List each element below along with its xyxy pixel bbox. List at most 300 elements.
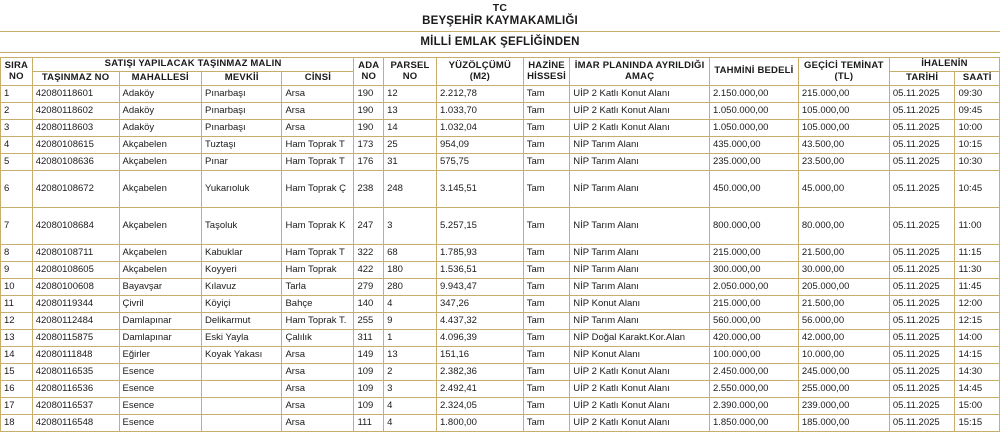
cell-parsel-no: 13 bbox=[384, 102, 437, 119]
cell-ada-no: 149 bbox=[354, 346, 384, 363]
cell-cinsi: Ham Toprak bbox=[282, 261, 354, 278]
cell-gecici-teminat: 105.000,00 bbox=[798, 102, 889, 119]
cell-mevkii: Pınarbaşı bbox=[202, 102, 282, 119]
cell-ihale-tarihi: 05.11.2025 bbox=[889, 329, 955, 346]
cell-ada-no: 109 bbox=[354, 363, 384, 380]
table-body bbox=[1, 85, 1000, 431]
cell-parsel-no: 14 bbox=[384, 119, 437, 136]
table-row bbox=[1, 102, 1000, 119]
cell-hazine-hissesi: Tam bbox=[523, 346, 570, 363]
cell-imar-amac: UİP 2 Katlı Konut Alanı bbox=[570, 85, 710, 102]
cell-imar-amac: NİP Tarım Alanı bbox=[570, 170, 710, 207]
ada-no-line2: NO bbox=[361, 70, 377, 82]
cell-hazine-hissesi: Tam bbox=[523, 380, 570, 397]
header-line-kaymakamlik: BEYŞEHİR KAYMAKAMLIĞI bbox=[0, 15, 1000, 32]
cell-tahmini-bedel: 1.050.000,00 bbox=[709, 119, 798, 136]
cell-sira-no: 1 bbox=[1, 85, 33, 102]
cell-ihale-saati: 15:15 bbox=[955, 414, 1000, 431]
header-line-tc: TC bbox=[492, 2, 508, 14]
cell-mevkii: Pınar bbox=[202, 153, 282, 170]
cell-ihale-saati: 11:30 bbox=[955, 261, 1000, 278]
cell-imar-amac: NİP Tarım Alanı bbox=[570, 153, 710, 170]
cell-ihale-tarihi: 05.11.2025 bbox=[889, 346, 955, 363]
table-row bbox=[1, 397, 1000, 414]
column-header-mahallesi: MAHALLESİ bbox=[119, 72, 202, 86]
cell-gecici-teminat: 43.500,00 bbox=[798, 136, 889, 153]
cell-sira-no: 16 bbox=[1, 380, 33, 397]
table-header bbox=[1, 58, 1000, 86]
cell-mahallesi: Adaköy bbox=[119, 85, 202, 102]
cell-ihale-tarihi: 05.11.2025 bbox=[889, 85, 955, 102]
column-header-property-group: SATIŞI YAPILACAK TAŞINMAZ MALIN bbox=[32, 58, 354, 72]
cell-mevkii bbox=[202, 397, 282, 414]
cell-ada-no: 190 bbox=[354, 119, 384, 136]
cell-tasinmaz-no: 42080108684 bbox=[32, 207, 119, 244]
cell-parsel-no: 3 bbox=[384, 207, 437, 244]
cell-hazine-hissesi: Tam bbox=[523, 261, 570, 278]
cell-mevkii bbox=[202, 380, 282, 397]
table-row bbox=[1, 261, 1000, 278]
cell-gecici-teminat: 42.000,00 bbox=[798, 329, 889, 346]
cell-mevkii: Köyiçi bbox=[202, 295, 282, 312]
cell-ihale-tarihi: 05.11.2025 bbox=[889, 244, 955, 261]
cell-ihale-tarihi: 05.11.2025 bbox=[889, 295, 955, 312]
cell-yuzolcumu: 954,09 bbox=[436, 136, 523, 153]
cell-parsel-no: 4 bbox=[384, 295, 437, 312]
cell-ihale-saati: 14:15 bbox=[955, 346, 1000, 363]
cell-yuzolcumu: 575,75 bbox=[436, 153, 523, 170]
cell-ada-no: 176 bbox=[354, 153, 384, 170]
cell-yuzolcumu: 4.096,39 bbox=[436, 329, 523, 346]
cell-mevkii: Pınarbaşı bbox=[202, 85, 282, 102]
cell-imar-amac: UİP 2 Katlı Konut Alanı bbox=[570, 119, 710, 136]
column-header-tasinmaz-no: TAŞINMAZ NO bbox=[32, 72, 119, 86]
cell-ihale-saati: 11:45 bbox=[955, 278, 1000, 295]
cell-mevkii: Eski Yayla bbox=[202, 329, 282, 346]
cell-tasinmaz-no: 42080108605 bbox=[32, 261, 119, 278]
cell-ihale-saati: 14:45 bbox=[955, 380, 1000, 397]
cell-yuzolcumu: 2.212,78 bbox=[436, 85, 523, 102]
cell-mahallesi: Esence bbox=[119, 363, 202, 380]
cell-yuzolcumu: 5.257,15 bbox=[436, 207, 523, 244]
cell-imar-amac: UİP 2 Katlı Konut Alanı bbox=[570, 102, 710, 119]
table-row bbox=[1, 153, 1000, 170]
cell-gecici-teminat: 185.000,00 bbox=[798, 414, 889, 431]
cell-mahallesi: Akçabelen bbox=[119, 153, 202, 170]
column-header-sira-no bbox=[1, 58, 33, 86]
cell-parsel-no: 4 bbox=[384, 397, 437, 414]
cell-ihale-saati: 09:45 bbox=[955, 102, 1000, 119]
cell-cinsi: Arsa bbox=[282, 414, 354, 431]
cell-tasinmaz-no: 42080108636 bbox=[32, 153, 119, 170]
table-row bbox=[1, 414, 1000, 431]
cell-ihale-tarihi: 05.11.2025 bbox=[889, 397, 955, 414]
cell-ada-no: 190 bbox=[354, 85, 384, 102]
cell-imar-amac: NİP Konut Alanı bbox=[570, 295, 710, 312]
cell-sira-no: 15 bbox=[1, 363, 33, 380]
cell-hazine-hissesi: Tam bbox=[523, 244, 570, 261]
cell-parsel-no: 68 bbox=[384, 244, 437, 261]
cell-mevkii: Pınarbaşı bbox=[202, 119, 282, 136]
cell-yuzolcumu: 1.800,00 bbox=[436, 414, 523, 431]
cell-imar-amac: UİP 2 Katlı Konut Alanı bbox=[570, 363, 710, 380]
cell-gecici-teminat: 30.000,00 bbox=[798, 261, 889, 278]
cell-tahmini-bedel: 300.000,00 bbox=[709, 261, 798, 278]
table-row bbox=[1, 136, 1000, 153]
cell-ada-no: 247 bbox=[354, 207, 384, 244]
cell-ihale-saati: 11:00 bbox=[955, 207, 1000, 244]
cell-ihale-saati: 10:00 bbox=[955, 119, 1000, 136]
cell-tahmini-bedel: 1.050.000,00 bbox=[709, 102, 798, 119]
cell-ihale-saati: 15:00 bbox=[955, 397, 1000, 414]
cell-tasinmaz-no: 42080108711 bbox=[32, 244, 119, 261]
cell-parsel-no: 25 bbox=[384, 136, 437, 153]
cell-cinsi: Arsa bbox=[282, 102, 354, 119]
cell-cinsi: Arsa bbox=[282, 397, 354, 414]
table-row bbox=[1, 170, 1000, 207]
cell-mevkii: Tuztaşı bbox=[202, 136, 282, 153]
cell-tasinmaz-no: 42080108672 bbox=[32, 170, 119, 207]
cell-ihale-tarihi: 05.11.2025 bbox=[889, 102, 955, 119]
cell-ada-no: 173 bbox=[354, 136, 384, 153]
cell-imar-amac: NİP Tarım Alanı bbox=[570, 136, 710, 153]
sira-no-line1: SIRA bbox=[4, 59, 29, 71]
cell-imar-amac: NİP Tarım Alanı bbox=[570, 207, 710, 244]
cell-hazine-hissesi: Tam bbox=[523, 329, 570, 346]
cell-ada-no: 238 bbox=[354, 170, 384, 207]
cell-sira-no: 7 bbox=[1, 207, 33, 244]
cell-ada-no: 322 bbox=[354, 244, 384, 261]
cell-ada-no: 140 bbox=[354, 295, 384, 312]
cell-ihale-saati: 12:00 bbox=[955, 295, 1000, 312]
cell-ihale-tarihi: 05.11.2025 bbox=[889, 380, 955, 397]
cell-cinsi: Ham Toprak T bbox=[282, 153, 354, 170]
cell-cinsi: Bahçe bbox=[282, 295, 354, 312]
column-header-imar-amac bbox=[570, 58, 710, 86]
cell-yuzolcumu: 2.492,41 bbox=[436, 380, 523, 397]
cell-yuzolcumu: 3.145,51 bbox=[436, 170, 523, 207]
cell-cinsi: Çalılık bbox=[282, 329, 354, 346]
cell-tahmini-bedel: 435.000,00 bbox=[709, 136, 798, 153]
cell-sira-no: 12 bbox=[1, 312, 33, 329]
cell-ada-no: 311 bbox=[354, 329, 384, 346]
cell-mevkii: Kılavuz bbox=[202, 278, 282, 295]
cell-sira-no: 14 bbox=[1, 346, 33, 363]
imar-line2: AMAÇ bbox=[624, 70, 655, 82]
cell-imar-amac: NİP Tarım Alanı bbox=[570, 261, 710, 278]
cell-yuzolcumu: 2.324,05 bbox=[436, 397, 523, 414]
cell-hazine-hissesi: Tam bbox=[523, 278, 570, 295]
cell-cinsi: Ham Toprak K bbox=[282, 207, 354, 244]
column-header-cinsi: CİNSİ bbox=[282, 72, 354, 86]
cell-gecici-teminat: 80.000,00 bbox=[798, 207, 889, 244]
cell-mahallesi: Çivril bbox=[119, 295, 202, 312]
gecici-line2: (TL) bbox=[834, 70, 854, 82]
cell-mevkii bbox=[202, 363, 282, 380]
cell-hazine-hissesi: Tam bbox=[523, 397, 570, 414]
table-row bbox=[1, 278, 1000, 295]
cell-ihale-tarihi: 05.11.2025 bbox=[889, 119, 955, 136]
cell-yuzolcumu: 1.785,93 bbox=[436, 244, 523, 261]
cell-ihale-saati: 10:15 bbox=[955, 136, 1000, 153]
cell-tasinmaz-no: 42080119344 bbox=[32, 295, 119, 312]
cell-mevkii: Koyyeri bbox=[202, 261, 282, 278]
cell-imar-amac: NİP Doğal Karakt.Kor.Alan bbox=[570, 329, 710, 346]
cell-sira-no: 18 bbox=[1, 414, 33, 431]
cell-yuzolcumu: 2.382,36 bbox=[436, 363, 523, 380]
cell-cinsi: Ham Toprak T. bbox=[282, 312, 354, 329]
imar-line1: İMAR PLANINDA AYRILDIĞI bbox=[574, 59, 705, 71]
cell-gecici-teminat: 245.000,00 bbox=[798, 363, 889, 380]
cell-sira-no: 6 bbox=[1, 170, 33, 207]
cell-hazine-hissesi: Tam bbox=[523, 85, 570, 102]
cell-imar-amac: NİP Tarım Alanı bbox=[570, 312, 710, 329]
cell-parsel-no: 1 bbox=[384, 329, 437, 346]
cell-cinsi: Tarla bbox=[282, 278, 354, 295]
cell-sira-no: 13 bbox=[1, 329, 33, 346]
cell-tasinmaz-no: 42080111848 bbox=[32, 346, 119, 363]
cell-ihale-saati: 10:45 bbox=[955, 170, 1000, 207]
table-header-row-group bbox=[1, 58, 1000, 72]
cell-hazine-hissesi: Tam bbox=[523, 102, 570, 119]
column-header-tarihi: TARİHİ bbox=[889, 72, 955, 86]
cell-ada-no: 109 bbox=[354, 380, 384, 397]
cell-mahallesi: Esence bbox=[119, 414, 202, 431]
cell-mevkii: Taşoluk bbox=[202, 207, 282, 244]
hazine-line1: HAZİNE bbox=[528, 59, 565, 71]
cell-imar-amac: NİP Konut Alanı bbox=[570, 346, 710, 363]
column-header-saati: SAATİ bbox=[955, 72, 1000, 86]
cell-imar-amac: NİP Tarım Alanı bbox=[570, 244, 710, 261]
cell-mahallesi: Akçabelen bbox=[119, 207, 202, 244]
property-auction-table bbox=[0, 57, 1000, 432]
column-header-mevkii: MEVKİİ bbox=[202, 72, 282, 86]
cell-cinsi: Arsa bbox=[282, 346, 354, 363]
cell-ada-no: 109 bbox=[354, 397, 384, 414]
cell-tasinmaz-no: 42080116548 bbox=[32, 414, 119, 431]
cell-hazine-hissesi: Tam bbox=[523, 136, 570, 153]
cell-cinsi: Arsa bbox=[282, 363, 354, 380]
cell-parsel-no: 248 bbox=[384, 170, 437, 207]
cell-mevkii bbox=[202, 414, 282, 431]
cell-ihale-saati: 14:30 bbox=[955, 363, 1000, 380]
cell-tahmini-bedel: 2.390.000,00 bbox=[709, 397, 798, 414]
cell-tahmini-bedel: 2.150.000,00 bbox=[709, 85, 798, 102]
cell-gecici-teminat: 255.000,00 bbox=[798, 380, 889, 397]
column-header-tahmini-bedeli: TAHMİNİ BEDELİ bbox=[709, 58, 798, 86]
cell-tasinmaz-no: 42080116537 bbox=[32, 397, 119, 414]
cell-ihale-tarihi: 05.11.2025 bbox=[889, 414, 955, 431]
cell-tahmini-bedel: 2.550.000,00 bbox=[709, 380, 798, 397]
cell-tahmini-bedel: 450.000,00 bbox=[709, 170, 798, 207]
cell-cinsi: Ham Toprak T bbox=[282, 136, 354, 153]
document-header bbox=[0, 0, 1000, 53]
cell-ihale-saati: 14:00 bbox=[955, 329, 1000, 346]
cell-tasinmaz-no: 42080115875 bbox=[32, 329, 119, 346]
cell-ihale-saati: 10:30 bbox=[955, 153, 1000, 170]
cell-mahallesi: Damlapınar bbox=[119, 312, 202, 329]
cell-mahallesi: Eğirler bbox=[119, 346, 202, 363]
cell-parsel-no: 3 bbox=[384, 380, 437, 397]
cell-cinsi: Ham Toprak T bbox=[282, 244, 354, 261]
cell-ihale-tarihi: 05.11.2025 bbox=[889, 207, 955, 244]
cell-sira-no: 17 bbox=[1, 397, 33, 414]
cell-mahallesi: Adaköy bbox=[119, 119, 202, 136]
table-row bbox=[1, 380, 1000, 397]
table-row bbox=[1, 363, 1000, 380]
cell-gecici-teminat: 21.500,00 bbox=[798, 244, 889, 261]
cell-imar-amac: NİP Tarım Alanı bbox=[570, 278, 710, 295]
column-header-hazine-hissesi bbox=[523, 58, 570, 86]
cell-yuzolcumu: 1.032,04 bbox=[436, 119, 523, 136]
cell-tahmini-bedel: 215.000,00 bbox=[709, 244, 798, 261]
cell-cinsi: Arsa bbox=[282, 85, 354, 102]
cell-sira-no: 9 bbox=[1, 261, 33, 278]
cell-mahallesi: Akçabelen bbox=[119, 261, 202, 278]
cell-yuzolcumu: 1.033,70 bbox=[436, 102, 523, 119]
cell-gecici-teminat: 10.000,00 bbox=[798, 346, 889, 363]
cell-ihale-tarihi: 05.11.2025 bbox=[889, 363, 955, 380]
cell-tahmini-bedel: 420.000,00 bbox=[709, 329, 798, 346]
table-row bbox=[1, 312, 1000, 329]
cell-tasinmaz-no: 42080118602 bbox=[32, 102, 119, 119]
table-row bbox=[1, 85, 1000, 102]
table-row bbox=[1, 329, 1000, 346]
cell-sira-no: 2 bbox=[1, 102, 33, 119]
cell-cinsi: Ham Toprak Ç bbox=[282, 170, 354, 207]
cell-hazine-hissesi: Tam bbox=[523, 170, 570, 207]
cell-sira-no: 5 bbox=[1, 153, 33, 170]
cell-gecici-teminat: 45.000,00 bbox=[798, 170, 889, 207]
cell-ihale-tarihi: 05.11.2025 bbox=[889, 312, 955, 329]
cell-hazine-hissesi: Tam bbox=[523, 207, 570, 244]
cell-hazine-hissesi: Tam bbox=[523, 363, 570, 380]
cell-hazine-hissesi: Tam bbox=[523, 295, 570, 312]
cell-hazine-hissesi: Tam bbox=[523, 312, 570, 329]
table-row bbox=[1, 244, 1000, 261]
table-row bbox=[1, 295, 1000, 312]
cell-parsel-no: 2 bbox=[384, 363, 437, 380]
cell-parsel-no: 4 bbox=[384, 414, 437, 431]
hazine-line2: HİSSESİ bbox=[527, 70, 566, 82]
cell-mahallesi: Adaköy bbox=[119, 102, 202, 119]
cell-mahallesi: Esence bbox=[119, 397, 202, 414]
column-header-yuzolcumu: YÜZÖLÇÜMÜ (M2) bbox=[436, 58, 523, 86]
cell-yuzolcumu: 9.943,47 bbox=[436, 278, 523, 295]
cell-gecici-teminat: 56.000,00 bbox=[798, 312, 889, 329]
cell-tasinmaz-no: 42080118603 bbox=[32, 119, 119, 136]
cell-parsel-no: 180 bbox=[384, 261, 437, 278]
cell-hazine-hissesi: Tam bbox=[523, 153, 570, 170]
cell-tasinmaz-no: 42080112484 bbox=[32, 312, 119, 329]
cell-mahallesi: Akçabelen bbox=[119, 244, 202, 261]
cell-gecici-teminat: 105.000,00 bbox=[798, 119, 889, 136]
table-row bbox=[1, 207, 1000, 244]
cell-ada-no: 422 bbox=[354, 261, 384, 278]
cell-parsel-no: 31 bbox=[384, 153, 437, 170]
cell-tahmini-bedel: 2.450.000,00 bbox=[709, 363, 798, 380]
column-header-ihalenin: İHALENİN bbox=[889, 58, 999, 72]
cell-imar-amac: UİP 2 Katlı Konut Alanı bbox=[570, 380, 710, 397]
cell-gecici-teminat: 215.000,00 bbox=[798, 85, 889, 102]
cell-imar-amac: UİP 2 Katlı Konut Alanı bbox=[570, 397, 710, 414]
cell-yuzolcumu: 1.536,51 bbox=[436, 261, 523, 278]
cell-ihale-tarihi: 05.11.2025 bbox=[889, 170, 955, 207]
cell-tasinmaz-no: 42080116536 bbox=[32, 380, 119, 397]
cell-mahallesi: Akçabelen bbox=[119, 136, 202, 153]
column-header-ada-no bbox=[354, 58, 384, 86]
cell-tahmini-bedel: 100.000,00 bbox=[709, 346, 798, 363]
cell-gecici-teminat: 239.000,00 bbox=[798, 397, 889, 414]
cell-tahmini-bedel: 560.000,00 bbox=[709, 312, 798, 329]
cell-tasinmaz-no: 42080118601 bbox=[32, 85, 119, 102]
cell-ada-no: 111 bbox=[354, 414, 384, 431]
cell-parsel-no: 280 bbox=[384, 278, 437, 295]
cell-tahmini-bedel: 215.000,00 bbox=[709, 295, 798, 312]
header-line-milli-emlak: MİLLİ EMLAK ŞEFLİĞİNDEN bbox=[0, 32, 1000, 53]
table-row bbox=[1, 346, 1000, 363]
cell-parsel-no: 9 bbox=[384, 312, 437, 329]
cell-sira-no: 11 bbox=[1, 295, 33, 312]
cell-tahmini-bedel: 2.050.000,00 bbox=[709, 278, 798, 295]
cell-mevkii: Yukarıoluk bbox=[202, 170, 282, 207]
cell-ihale-tarihi: 05.11.2025 bbox=[889, 278, 955, 295]
cell-tahmini-bedel: 800.000,00 bbox=[709, 207, 798, 244]
column-header-parsel-no: PARSEL NO bbox=[384, 58, 437, 86]
cell-ada-no: 190 bbox=[354, 102, 384, 119]
cell-yuzolcumu: 347,26 bbox=[436, 295, 523, 312]
cell-gecici-teminat: 205.000,00 bbox=[798, 278, 889, 295]
cell-mahallesi: Akçabelen bbox=[119, 170, 202, 207]
cell-sira-no: 10 bbox=[1, 278, 33, 295]
cell-tahmini-bedel: 235.000,00 bbox=[709, 153, 798, 170]
sira-no-line2: NO bbox=[9, 70, 24, 82]
cell-yuzolcumu: 151,16 bbox=[436, 346, 523, 363]
column-header-gecici-teminat bbox=[798, 58, 889, 86]
cell-tasinmaz-no: 42080116535 bbox=[32, 363, 119, 380]
cell-mahallesi: Damlapınar bbox=[119, 329, 202, 346]
cell-yuzolcumu: 4.437,32 bbox=[436, 312, 523, 329]
cell-tahmini-bedel: 1.850.000,00 bbox=[709, 414, 798, 431]
cell-mahallesi: Bayavşar bbox=[119, 278, 202, 295]
cell-mevkii: Koyak Yakası bbox=[202, 346, 282, 363]
cell-cinsi: Arsa bbox=[282, 380, 354, 397]
cell-sira-no: 8 bbox=[1, 244, 33, 261]
cell-ada-no: 255 bbox=[354, 312, 384, 329]
gecici-line1: GEÇİCİ TEMİNAT bbox=[804, 59, 884, 71]
cell-ihale-saati: 12:15 bbox=[955, 312, 1000, 329]
cell-ihale-saati: 09:30 bbox=[955, 85, 1000, 102]
cell-imar-amac: UİP 2 Katlı Konut Alanı bbox=[570, 414, 710, 431]
cell-ihale-tarihi: 05.11.2025 bbox=[889, 261, 955, 278]
cell-parsel-no: 13 bbox=[384, 346, 437, 363]
cell-tasinmaz-no: 42080100608 bbox=[32, 278, 119, 295]
cell-ihale-tarihi: 05.11.2025 bbox=[889, 136, 955, 153]
cell-sira-no: 3 bbox=[1, 119, 33, 136]
cell-sira-no: 4 bbox=[1, 136, 33, 153]
cell-mahallesi: Esence bbox=[119, 380, 202, 397]
table-row bbox=[1, 119, 1000, 136]
cell-cinsi: Arsa bbox=[282, 119, 354, 136]
cell-hazine-hissesi: Tam bbox=[523, 119, 570, 136]
cell-gecici-teminat: 21.500,00 bbox=[798, 295, 889, 312]
cell-hazine-hissesi: Tam bbox=[523, 414, 570, 431]
cell-parsel-no: 12 bbox=[384, 85, 437, 102]
cell-mevkii: Delikarmut bbox=[202, 312, 282, 329]
cell-mevkii: Kabuklar bbox=[202, 244, 282, 261]
cell-gecici-teminat: 23.500,00 bbox=[798, 153, 889, 170]
cell-ihale-saati: 11:15 bbox=[955, 244, 1000, 261]
